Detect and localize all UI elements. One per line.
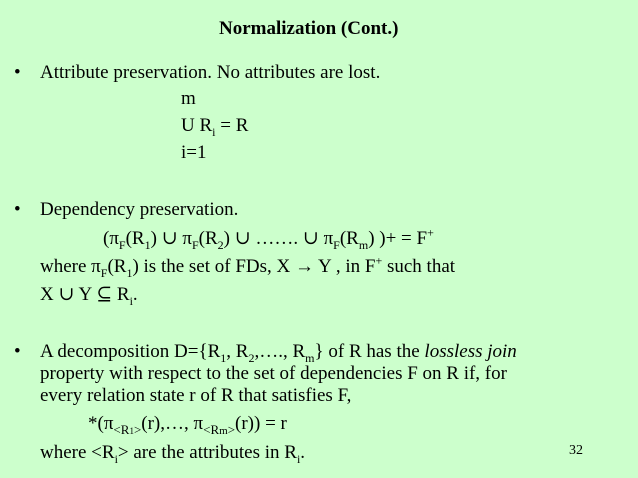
subscript: F <box>191 237 199 252</box>
dependency-preservation-text: Dependency preservation. <box>40 199 239 220</box>
subscript: F <box>118 237 126 252</box>
pi-symbol: π <box>91 256 101 277</box>
lossless-join-term: lossless join <box>424 341 517 362</box>
subscript: i <box>129 293 133 308</box>
text: , R <box>226 341 249 362</box>
text: R <box>112 284 130 305</box>
pi-symbol: π <box>323 228 334 249</box>
arrow-icon: → <box>295 256 315 277</box>
subscript: 2 <box>217 237 224 252</box>
natural-join-formula <box>88 413 287 435</box>
union-symbol: ∪ <box>302 228 324 249</box>
text: X <box>40 284 59 305</box>
subscript: > <box>227 421 236 437</box>
text: (r),…, π <box>141 413 204 434</box>
superscript: + <box>375 253 383 268</box>
subscript: > <box>133 421 142 437</box>
equals-r: = R <box>215 115 249 136</box>
text: ) is the set of FDs, X <box>132 256 296 277</box>
decomposition-line-2: property with respect to the set of dependencies F on R if, for <box>40 363 507 384</box>
text: Y , in F <box>314 256 376 277</box>
subscript: 1 <box>126 265 133 280</box>
text: A decomposition D={R <box>40 341 221 362</box>
attributes-definition <box>40 442 305 464</box>
subscript: i <box>212 124 216 139</box>
paren: ) <box>223 228 230 249</box>
bullet-marker: • <box>14 199 21 220</box>
text: . <box>300 442 306 463</box>
subscript: i <box>296 451 301 466</box>
text: such that <box>382 256 456 277</box>
decomposition-line-1 <box>40 341 517 363</box>
text: )+ = F <box>374 228 428 249</box>
subscript: 1 <box>220 350 227 365</box>
union-symbol: ∪ <box>58 284 75 305</box>
subscript: <R <box>203 421 220 437</box>
text: . <box>132 284 138 305</box>
text: Y <box>74 284 97 305</box>
subset-condition <box>40 284 138 306</box>
subset-symbol: ⊆ <box>96 284 113 305</box>
page-number: 32 <box>569 443 583 458</box>
text: (R <box>198 228 218 249</box>
pi-symbol: π <box>182 228 192 249</box>
paren: ) <box>150 228 157 249</box>
subscript: i <box>114 451 118 466</box>
ellipsis: ……. <box>255 228 303 249</box>
superscript: + <box>427 225 434 240</box>
subscript: m <box>358 237 369 252</box>
text: > are the attributes in R <box>117 442 297 463</box>
subscript: <R <box>113 421 130 437</box>
projection-definition <box>40 253 456 280</box>
pi-symbol: π <box>109 228 119 249</box>
text: (R <box>125 228 145 249</box>
text: where <box>40 256 92 277</box>
union-symbol: ∪ <box>156 228 183 249</box>
subscript: F <box>333 237 340 252</box>
union-expression <box>181 115 248 137</box>
subscript: 1 <box>129 425 134 436</box>
subscript: F <box>100 265 108 280</box>
union-symbol: ∪ <box>229 228 256 249</box>
text: (r)) = r <box>235 413 287 434</box>
text: ,…., R <box>254 341 306 362</box>
attribute-preservation-text: Attribute preservation. No attributes are lost. <box>40 62 381 83</box>
text: *(π <box>88 413 114 434</box>
subscript: 2 <box>248 350 255 365</box>
bullet-marker: • <box>14 62 21 83</box>
text: (R <box>107 256 127 277</box>
union-lower-index: i=1 <box>181 142 207 163</box>
text: } of R has the <box>314 341 425 362</box>
decomposition-line-3: every relation state r of R that satisfies F, <box>40 385 352 406</box>
subscript: 1 <box>144 237 151 252</box>
union-upper-index: m <box>181 88 196 109</box>
projection-union-formula <box>103 225 434 252</box>
paren: ( <box>103 228 110 249</box>
subscript: m <box>305 350 315 365</box>
text: (R <box>339 228 359 249</box>
bullet-marker: • <box>14 341 21 362</box>
text: where <R <box>40 442 115 463</box>
union-symbol: U R <box>181 115 213 136</box>
paren: ) <box>368 228 375 249</box>
page-title: Normalization (Cont.) <box>219 18 399 39</box>
subscript: m <box>219 424 228 437</box>
